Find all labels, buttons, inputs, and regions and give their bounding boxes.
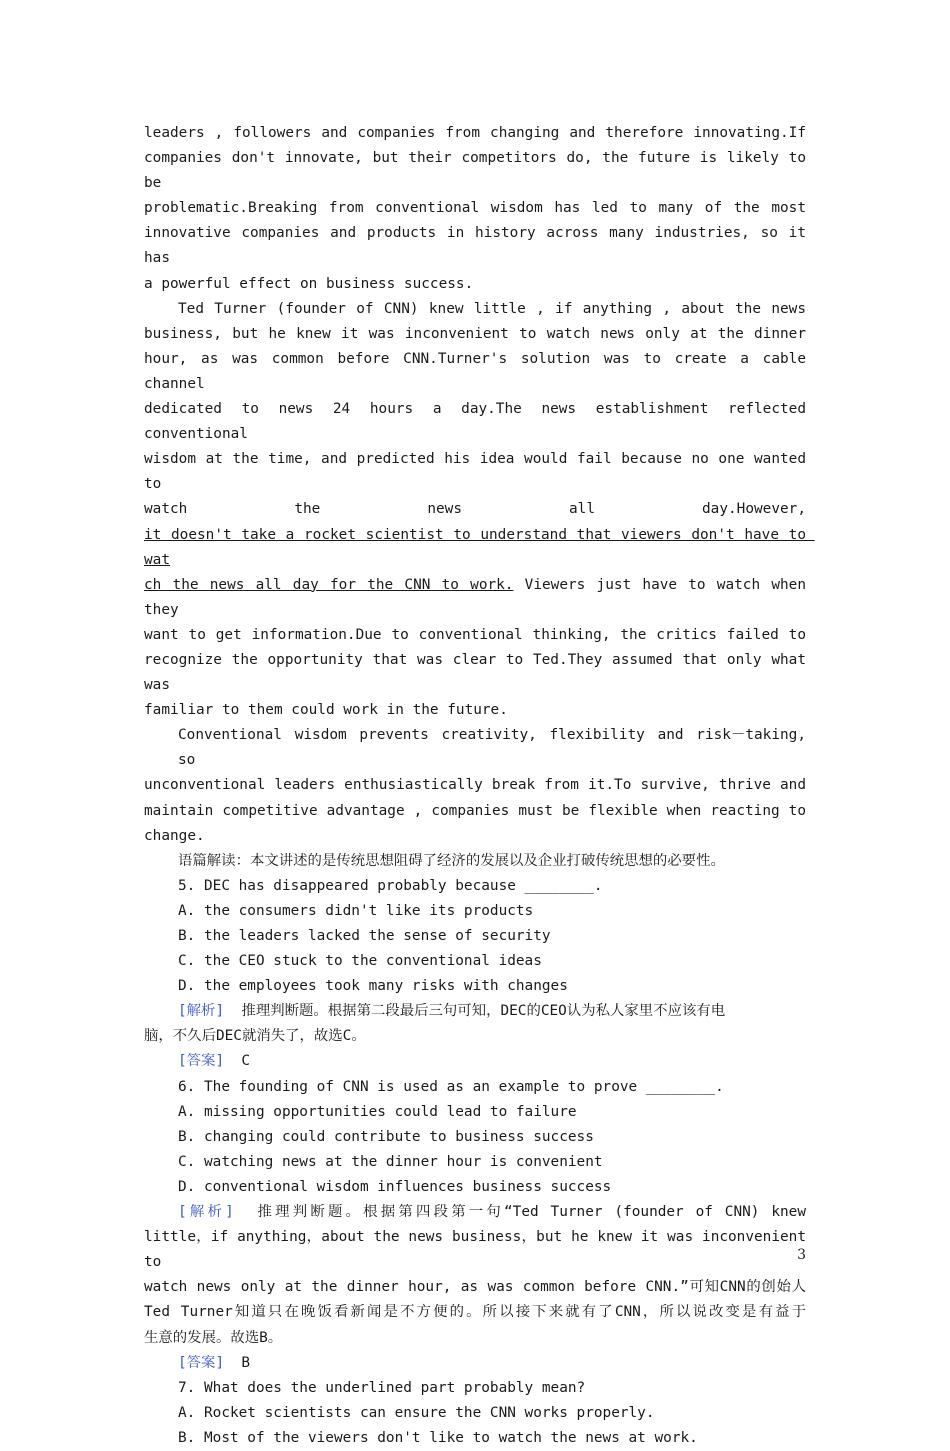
paragraph-3 <box>144 723 815 848</box>
analysis-text: Ted Turner知道只在晚饭看新闻是不方便的。所以接下来就有了CNN，所以说改变是有益于 <box>144 1304 806 1321</box>
answer <box>144 1351 806 1376</box>
option: D. the employees took many risks with changes <box>178 978 568 995</box>
document-body <box>144 121 815 1451</box>
text-line: watch the news all day.However, <box>144 501 806 518</box>
text-line: wisdom at the time, and predicted his idea would fail because no one wanted to <box>144 451 815 493</box>
analysis <box>144 999 806 1024</box>
text-line: maintain competitive advantage , companies must be flexible when reacting to <box>144 802 806 819</box>
text-span: Viewers just have to watch when they <box>144 576 815 618</box>
option: B. changing could contribute to business success <box>178 1128 594 1145</box>
option: A. missing opportunities could lead to failure <box>178 1103 577 1120</box>
text-line: familiar to them could work in the future. <box>144 702 508 719</box>
option: B. Most of the viewers don't like to watch the news at work. <box>178 1429 698 1446</box>
answer <box>144 1049 806 1074</box>
question-7 <box>144 1376 806 1451</box>
analysis-text: 推理判断题。根据第二段最后三句可知，DEC的CEO认为私人家里不应该有电 <box>224 1003 726 1020</box>
text-line: Ted Turner (founder of CNN) knew little , if anything , about the news <box>178 300 806 317</box>
text-line: unconventional leaders enthusiastically break from it.To survive, thrive and <box>144 777 806 794</box>
analysis-text: 脑，不久后DEC就消失了，故选C。 <box>144 1028 366 1045</box>
text-line: dedicated to news 24 hours a day.The news establishment reflected conventional <box>144 401 815 443</box>
analysis-tag: [解析] <box>178 1204 234 1221</box>
analysis <box>144 1200 806 1225</box>
text-line <box>144 573 815 623</box>
text-line: a powerful effect on business success. <box>144 275 474 292</box>
text-line: companies don't innovate, but their competitors do, the future is likely to be <box>144 150 815 192</box>
analysis-text: little，if anything，about the news business，but he knew it was inconvenient to <box>144 1229 815 1271</box>
text-line: Conventional wisdom prevents creativity, flexibility and risk－taking, so <box>178 727 815 769</box>
question-stem: 6. The founding of CNN is used as an example to prove ________. <box>178 1078 724 1095</box>
reading-note: 语篇解读：本文讲述的是传统思想阻碍了经济的发展以及企业打破传统思想的必要性。 <box>178 852 725 869</box>
analysis-text: watch news only at the dinner hour, as was common before CNN.”可知CNN的创始人 <box>144 1279 806 1296</box>
analysis-text: 推理判断题。根据第四段第一句“Ted Turner (founder of CNN) knew <box>233 1204 806 1221</box>
text-line: leaders , followers and companies from changing and therefore innovating.If <box>144 125 806 141</box>
answer-value: C <box>224 1053 251 1070</box>
analysis-tag: [解析] <box>178 1003 225 1020</box>
option: A. the consumers didn't like its products <box>178 902 534 919</box>
option: D. conventional wisdom influences business success <box>178 1178 612 1195</box>
option: C. watching news at the dinner hour is convenient <box>178 1153 603 1170</box>
text-line: innovative companies and products in history across many industries, so it has <box>144 225 815 267</box>
question-stem: 5. DEC has disappeared probably because ________. <box>178 877 603 894</box>
answer-value: B <box>224 1354 251 1371</box>
page-number: 3 <box>797 1247 806 1263</box>
text-line: want to get information.Due to conventional thinking, the critics failed to <box>144 626 806 643</box>
paragraph-1 <box>144 121 815 297</box>
answer-tag: [答案] <box>178 1354 225 1371</box>
text-line: change. <box>144 827 205 844</box>
question-6 <box>144 1075 815 1376</box>
option: C. the CEO stuck to the conventional ideas <box>178 953 542 970</box>
text-line: hour, as was common before CNN.Turner's solution was to create a cable channel <box>144 350 815 392</box>
question-stem: 7. What does the underlined part probably mean? <box>178 1379 586 1396</box>
underlined-part: it doesn't take a rocket scientist to understand that viewers don't have to wat <box>144 526 815 568</box>
answer-tag: [答案] <box>178 1053 225 1070</box>
paragraph-2 <box>144 297 815 724</box>
text-line: recognize the opportunity that was clear to Ted.They assumed that only what was <box>144 651 815 694</box>
underlined-part: ch the news all day for the CNN to work. <box>144 576 514 593</box>
question-5 <box>144 874 806 1075</box>
analysis-text: 生意的发展。故选B。 <box>144 1329 283 1346</box>
text-line: business, but he knew it was inconvenient to watch news only at the dinner <box>144 325 806 342</box>
option: B. the leaders lacked the sense of security <box>178 928 551 944</box>
text-line: problematic.Breaking from conventional wisdom has led to many of the most <box>144 200 806 217</box>
option: A. Rocket scientists can ensure the CNN works properly. <box>178 1404 655 1421</box>
